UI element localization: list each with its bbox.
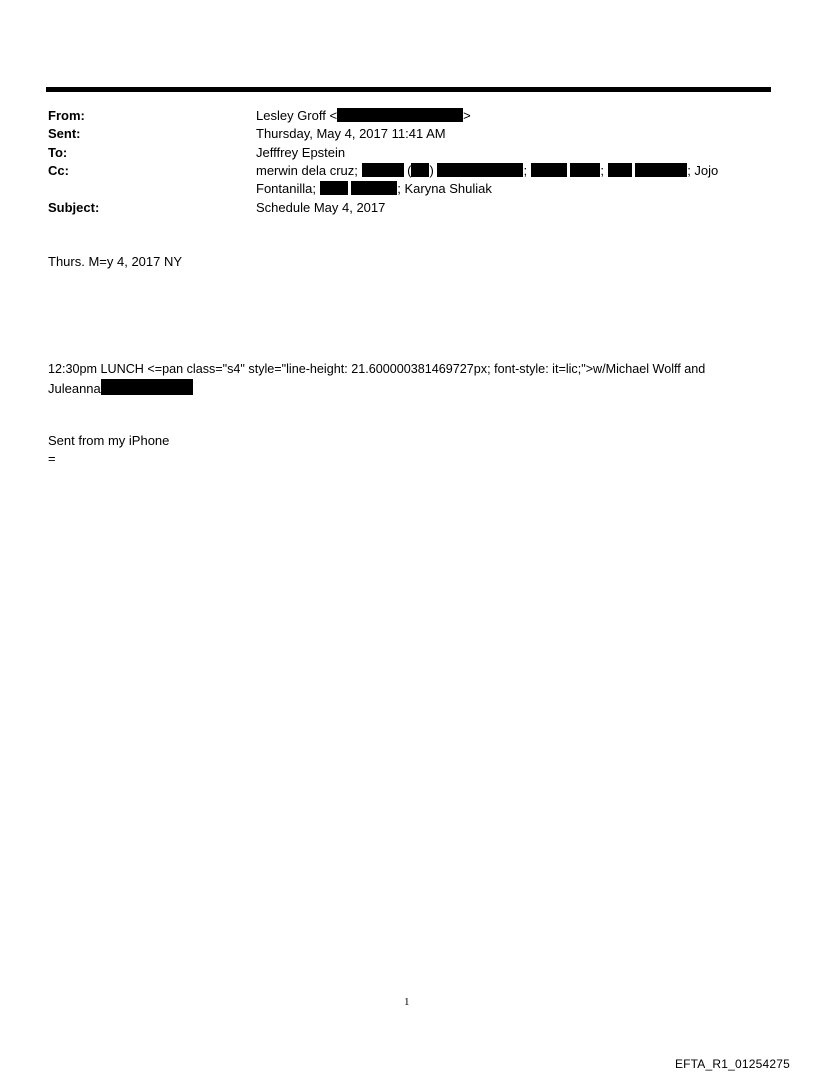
- cc-text: ;: [600, 163, 604, 178]
- header-divider: [46, 87, 771, 92]
- body-lunch-line1: 12:30pm LUNCH <=pan class="s4" style="line-height: 21.600000381469727px; font-style: it=lic;">w/Michael Wolff and: [48, 362, 706, 376]
- sent-value: Thursday, May 4, 2017 11:41 AM: [256, 126, 446, 141]
- body-lunch-line2: [48, 379, 193, 398]
- document-id: EFTA_R1_01254275: [674, 1057, 790, 1071]
- cc-text: ; Karyna Shuliak: [397, 181, 492, 196]
- signature: Sent from my iPhone: [48, 433, 170, 448]
- cc-text: ; Jojo: [687, 163, 719, 178]
- to-value: Jefffrey Epstein: [256, 145, 346, 160]
- redaction-box: [337, 108, 463, 122]
- sent-label: Sent:: [48, 126, 81, 141]
- to-label: To:: [48, 145, 68, 160]
- cc-text: merwin dela cruz;: [256, 163, 358, 178]
- cc-text: ;: [523, 163, 528, 178]
- body-date-line: Thurs. M=y 4, 2017 NY: [48, 254, 183, 269]
- subject-value: Schedule May 4, 2017: [256, 200, 386, 215]
- redaction-box: [320, 181, 348, 195]
- redaction-box: [411, 163, 429, 177]
- cc-text: (: [407, 163, 412, 178]
- redaction-box: [437, 163, 523, 177]
- redaction-box: [531, 163, 567, 177]
- cc-text: ): [429, 163, 434, 178]
- subject-label: Subject:: [48, 200, 100, 215]
- trailing-char: =: [48, 451, 56, 466]
- redaction-box: [570, 163, 600, 177]
- from-end: >: [463, 108, 471, 123]
- from-value: [256, 107, 471, 125]
- body-lunch-name: Juleanna: [48, 381, 101, 396]
- redaction-box: [635, 163, 687, 177]
- redaction-box: [101, 379, 193, 395]
- cc-value-line1: [256, 162, 718, 180]
- redaction-box: [608, 163, 632, 177]
- from-label: From:: [48, 108, 85, 123]
- from-name: Lesley Groff <: [256, 108, 338, 123]
- page-number: 1: [404, 996, 410, 1008]
- cc-label: Cc:: [48, 163, 69, 178]
- cc-value-line2: [256, 180, 492, 198]
- cc-text: Fontanilla;: [256, 181, 316, 196]
- redaction-box: [351, 181, 397, 195]
- redaction-box: [362, 163, 404, 177]
